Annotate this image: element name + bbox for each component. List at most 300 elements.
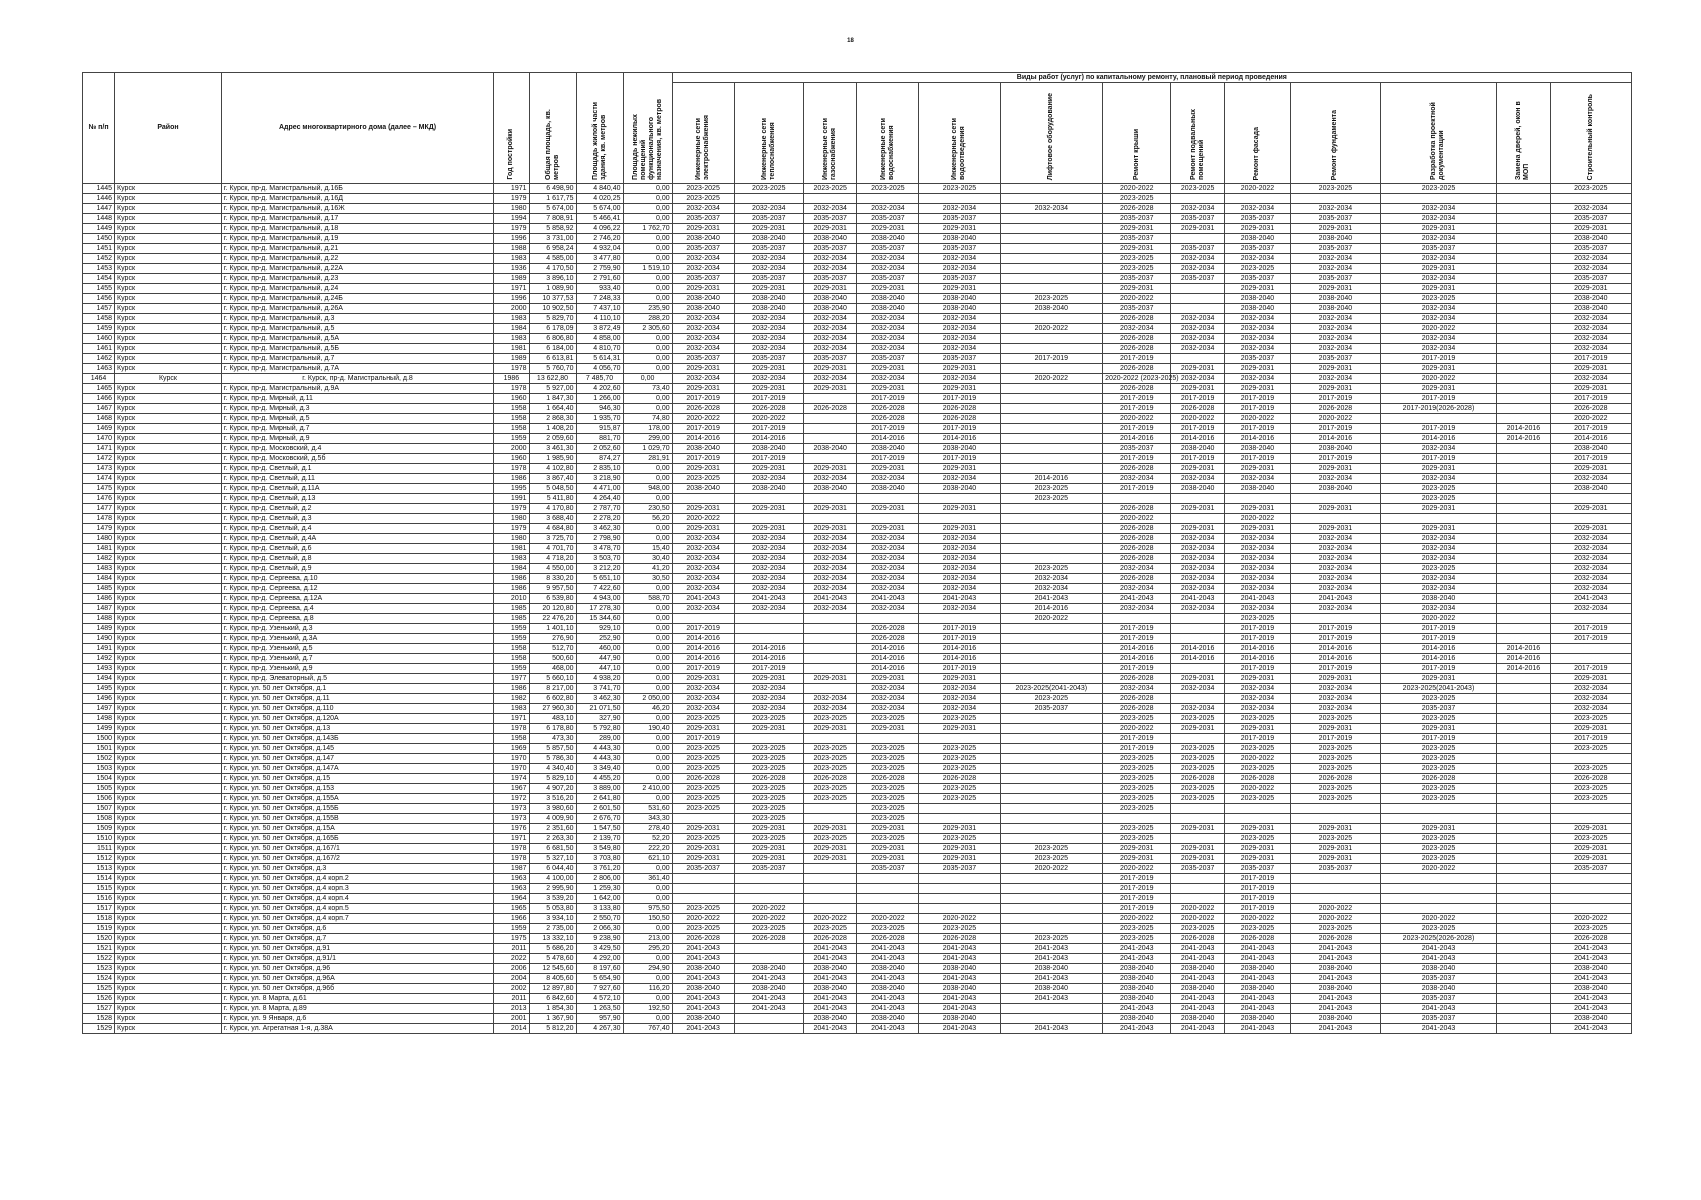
table-cell: 2023-2025 (919, 784, 1000, 794)
table-cell (1497, 804, 1550, 814)
table-cell: 2035-2037 (1103, 304, 1171, 314)
table-cell: 2029-2031 (1380, 264, 1496, 274)
table-row (83, 464, 1632, 474)
table-cell: 2020-2022 (1224, 784, 1290, 794)
table-cell: 2029-2031 (1224, 284, 1290, 294)
table-row (83, 234, 1632, 244)
table-cell (804, 814, 857, 824)
table-row (83, 314, 1632, 324)
table-cell: 2032-2034 (1380, 214, 1496, 224)
table-cell: 2032-2034 (1550, 344, 1631, 354)
table-cell: 2023-2025 (1380, 484, 1496, 494)
table-cell: г. Курск, ул. 50 лет Октября, д.91 (221, 944, 493, 954)
table-cell: 2041-2043 (857, 1004, 919, 1014)
table-cell: 2020-2022 (1103, 294, 1171, 304)
table-cell: 2020-2022 (1291, 914, 1381, 924)
table-cell: 2029-2031 (672, 364, 734, 374)
table-cell (734, 614, 803, 624)
table-cell: 2038-2040 (804, 484, 857, 494)
table-cell: 1460 (83, 334, 115, 344)
table-cell (1000, 784, 1103, 794)
table-cell: 2029-2031 (1224, 384, 1290, 394)
table-cell: 150,50 (623, 914, 672, 924)
table-cell: 2023-2025 (672, 904, 734, 914)
table-cell (1000, 184, 1103, 194)
table-cell: 2041-2043 (804, 974, 857, 984)
table-cell: 2011 (494, 944, 529, 954)
table-cell: 0,00 (623, 374, 672, 384)
table-cell: 2026-2028 (1103, 334, 1171, 344)
table-cell (1000, 774, 1103, 784)
table-cell: 2020-2022 (1000, 864, 1103, 874)
table-cell: Курск (115, 184, 222, 194)
table-cell: 2029-2031 (672, 504, 734, 514)
table-cell: 975,50 (623, 904, 672, 914)
col-header: Инженерные сети электроснабжения (672, 83, 734, 184)
table-cell: 2029-2031 (857, 224, 919, 234)
table-cell: 2035-2037 (857, 354, 919, 364)
table-cell: 1 762,70 (623, 224, 672, 234)
table-cell: 2038-2040 (1291, 304, 1381, 314)
table-cell: 2023-2025 (1103, 714, 1171, 724)
table-cell: 5 654,90 (576, 974, 623, 984)
table-row (83, 704, 1632, 714)
table-cell: 1958 (494, 404, 529, 414)
table-cell: 2038-2040 (1291, 294, 1381, 304)
table-cell: Курск (115, 334, 222, 344)
table-cell: 0,00 (623, 884, 672, 894)
table-cell (1497, 514, 1550, 524)
table-row (83, 944, 1632, 954)
table-cell: 2035-2037 (1550, 214, 1631, 224)
table-cell: Курск (115, 364, 222, 374)
table-cell: г. Курск, пр-д. Сергеева, д.10 (221, 574, 493, 584)
table-cell: 2029-2031 (734, 284, 803, 294)
table-cell: 2029-2031 (919, 674, 1000, 684)
table-cell: 2023-2025 (672, 764, 734, 774)
table-cell (919, 734, 1000, 744)
table-cell: 0,00 (623, 194, 672, 204)
table-cell: 5 674,00 (576, 204, 623, 214)
table-cell (1000, 314, 1103, 324)
table-cell: 2029-2031 (1171, 724, 1224, 734)
table-cell: 2023-2025 (672, 924, 734, 934)
table-cell: 2 835,10 (576, 464, 623, 474)
table-cell: 1978 (494, 364, 529, 374)
table-cell: 2020-2022 (1224, 184, 1290, 194)
table-cell: 2032-2034 (672, 264, 734, 274)
table-cell: 1971 (494, 184, 529, 194)
table-cell: 1 263,50 (576, 1004, 623, 1014)
table-cell: 2032-2034 (919, 254, 1000, 264)
table-cell: Курск (115, 754, 222, 764)
table-cell: 10 377,53 (529, 294, 576, 304)
table-cell: 2032-2034 (1291, 694, 1381, 704)
table-cell: г. Курск, ул. 50 лет Октября, д.4 корп.7 (221, 914, 493, 924)
table-cell (1497, 524, 1550, 534)
table-cell: 190,40 (623, 724, 672, 734)
table-cell: 2001 (494, 1014, 529, 1024)
table-cell: г. Курск, пр-д. Магистральный, д.21 (221, 244, 493, 254)
table-cell: 2014-2016 (734, 434, 803, 444)
table-cell (1497, 244, 1550, 254)
table-cell (1497, 184, 1550, 194)
table-cell: Курск (115, 974, 222, 984)
table-cell: 2041-2043 (1171, 994, 1224, 1004)
table-cell: 3 980,60 (529, 804, 576, 814)
table-cell (734, 194, 803, 204)
table-cell (1000, 914, 1103, 924)
table-cell: 6 613,81 (529, 354, 576, 364)
table-cell: 2026-2028 (1171, 404, 1224, 414)
table-cell: 2022 (494, 954, 529, 964)
table-cell: 2017-2019 (1171, 454, 1224, 464)
table-cell: 2032-2034 (804, 564, 857, 574)
table-cell (734, 1024, 803, 1034)
table-cell: 2 746,20 (576, 234, 623, 244)
table-cell: 1974 (494, 774, 529, 784)
table-cell: г. Курск, пр-д. Узенький, д.3А (221, 634, 493, 644)
table-cell: 2032-2034 (1224, 474, 1290, 484)
table-cell: 2000 (494, 444, 529, 454)
table-cell (1291, 614, 1381, 624)
table-cell: 2029-2031 (1171, 674, 1224, 684)
table-cell: Курск (115, 394, 222, 404)
table-cell (1000, 544, 1103, 554)
table-cell (1000, 514, 1103, 524)
table-cell (1000, 924, 1103, 934)
table-cell: 2038-2040 (857, 304, 919, 314)
table-cell: 222,20 (623, 844, 672, 854)
table-cell: г. Курск, ул. 50 лет Октября, д.110 (221, 704, 493, 714)
table-cell: 1958 (494, 424, 529, 434)
table-cell: 1989 (494, 274, 529, 284)
table-cell: Курск (115, 344, 222, 354)
table-cell (672, 874, 734, 884)
table-cell: 0,00 (623, 344, 672, 354)
table-cell: 588,70 (623, 594, 672, 604)
table-row (83, 264, 1632, 274)
table-cell: 4 455,20 (576, 774, 623, 784)
table-cell: 2041-2043 (1291, 1004, 1381, 1014)
table-cell: 1478 (83, 514, 115, 524)
table-cell: 3 429,50 (576, 944, 623, 954)
col-header: Год постройки (494, 73, 529, 184)
table-cell: 2038-2040 (857, 444, 919, 454)
table-cell: 2029-2031 (734, 464, 803, 474)
table-cell (1103, 614, 1171, 624)
table-cell (1171, 884, 1224, 894)
table-row (83, 634, 1632, 644)
table-cell (734, 884, 803, 894)
table-cell: 2035-2037 (1291, 274, 1381, 284)
table-cell: 2029-2031 (672, 524, 734, 534)
table-cell: 2023-2025 (672, 754, 734, 764)
table-cell: г. Курск, ул. Агрегатная 1-я, д.38А (221, 1024, 493, 1034)
table-cell: 2032-2034 (672, 314, 734, 324)
table-row (83, 694, 1632, 704)
table-cell: 2035-2037 (1380, 994, 1496, 1004)
table-row (83, 294, 1632, 304)
table-cell: 2032-2034 (857, 204, 919, 214)
table-cell: 2029-2031 (919, 824, 1000, 834)
table-cell (1380, 894, 1496, 904)
table-cell: 327,90 (576, 714, 623, 724)
table-cell: Курск (115, 654, 222, 664)
table-cell: 2038-2040 (672, 964, 734, 974)
table-cell: 2017-2019 (919, 424, 1000, 434)
table-cell: 2032-2034 (1380, 274, 1496, 284)
table-cell: 1492 (83, 654, 115, 664)
table-cell: 2041-2043 (1550, 1024, 1631, 1034)
table-cell (804, 394, 857, 404)
table-cell: 7 437,10 (576, 304, 623, 314)
table-cell: 2029-2031 (1224, 464, 1290, 474)
table-cell: Курск (115, 524, 222, 534)
table-cell: 2035-2037 (857, 864, 919, 874)
table-cell: 2032-2034 (672, 334, 734, 344)
table-cell: 2029-2031 (672, 724, 734, 734)
table-cell: 2017-2019 (734, 454, 803, 464)
table-cell: 2032-2034 (919, 584, 1000, 594)
table-cell: 2026-2028 (1224, 774, 1290, 784)
table-cell: 2020-2022 (734, 914, 803, 924)
table-cell: 2041-2043 (804, 1004, 857, 1014)
table-cell: 7 485,70 (576, 374, 623, 384)
table-cell: 2032-2034 (1380, 344, 1496, 354)
table-cell: 2014-2016 (1103, 644, 1171, 654)
table-cell: 22 476,20 (529, 614, 576, 624)
table-cell (1000, 454, 1103, 464)
table-cell (804, 434, 857, 444)
table-cell: 2017-2019 (1224, 894, 1290, 904)
table-cell: 1514 (83, 874, 115, 884)
table-cell: 2029-2031 (804, 284, 857, 294)
table-cell: 2023-2025 (1224, 924, 1290, 934)
table-cell: 2017-2019 (919, 394, 1000, 404)
table-cell: 2023-2025 (672, 744, 734, 754)
table-cell: 2023-2025 (1291, 794, 1381, 804)
table-cell: 2026-2028 (1103, 534, 1171, 544)
table-cell: 5 466,41 (576, 214, 623, 224)
table-cell: 2029-2031 (1171, 464, 1224, 474)
table-cell: 2041-2043 (1103, 1004, 1171, 1014)
table-cell: 2023-2025 (1291, 184, 1381, 194)
table-cell: 2020-2022 (2023-2025) (1103, 374, 1171, 384)
table-cell: 2038-2040 (1291, 444, 1381, 454)
table-cell: 2020-2022 (672, 914, 734, 924)
table-cell: 1 266,00 (576, 394, 623, 404)
table-cell: Курск (115, 904, 222, 914)
table-cell: 1523 (83, 964, 115, 974)
table-cell: г. Курск, пр-д. Магистральный, д.5Б (221, 344, 493, 354)
table-cell: 2032-2034 (919, 694, 1000, 704)
table-cell: 56,20 (623, 514, 672, 524)
table-cell: 2032-2034 (1291, 474, 1381, 484)
table-row (83, 394, 1632, 404)
table-cell: 2026-2028 (857, 774, 919, 784)
table-cell: 2 052,60 (576, 444, 623, 454)
table-cell: 2029-2031 (857, 524, 919, 534)
table-cell: Курск (115, 724, 222, 734)
table-cell: 2029-2031 (919, 224, 1000, 234)
table-cell: 2032-2034 (857, 574, 919, 584)
table-cell: 2038-2040 (857, 964, 919, 974)
table-cell: 2032-2034 (919, 474, 1000, 484)
table-cell: 2032-2034 (804, 604, 857, 614)
table-cell: 7 422,60 (576, 584, 623, 594)
table-cell (1497, 384, 1550, 394)
table-cell: 2038-2040 (919, 294, 1000, 304)
table-cell: 6 806,80 (529, 334, 576, 344)
table-cell (734, 634, 803, 644)
table-cell: 0,00 (623, 714, 672, 724)
table-cell: 2026-2028 (1103, 524, 1171, 534)
table-cell: Курск (115, 664, 222, 674)
table-cell: 2035-2037 (857, 244, 919, 254)
table-cell: 2041-2043 (1171, 1024, 1224, 1034)
table-cell: г. Курск, ул. 50 лет Октября, д.6 (221, 924, 493, 934)
table-cell: 2017-2019 (1291, 394, 1381, 404)
table-cell: Курск (115, 544, 222, 554)
table-cell: 2032-2034 (1291, 584, 1381, 594)
table-cell: 2017-2019 (672, 424, 734, 434)
table-row (83, 904, 1632, 914)
table-cell: Курск (115, 354, 222, 364)
table-cell: 2041-2043 (804, 994, 857, 1004)
table-cell: 2029-2031 (804, 504, 857, 514)
table-cell: 2017-2019 (1380, 664, 1496, 674)
table-cell: 2041-2043 (804, 594, 857, 604)
table-cell: 2020-2022 (1380, 324, 1496, 334)
table-cell: 2023-2025 (1550, 764, 1631, 774)
table-cell: Курск (115, 674, 222, 684)
table-cell: 2020-2022 (672, 514, 734, 524)
table-cell: 2023-2025 (1291, 714, 1381, 724)
table-cell (804, 624, 857, 634)
table-cell: 2026-2028 (1103, 384, 1171, 394)
table-cell: Курск (115, 424, 222, 434)
table-cell: 2029-2031 (1171, 844, 1224, 854)
table-cell: 2041-2043 (1224, 954, 1290, 964)
table-cell: 1467 (83, 404, 115, 414)
table-cell: 30,50 (623, 574, 672, 584)
table-cell: 1986 (494, 584, 529, 594)
table-cell: 8 217,00 (529, 684, 576, 694)
table-cell: г. Курск, ул. 50 лет Октября, д.3 (221, 864, 493, 874)
table-cell: 2 676,70 (576, 814, 623, 824)
table-cell: 2014-2016 (734, 654, 803, 664)
table-cell (1171, 624, 1224, 634)
table-cell: 2038-2040 (919, 984, 1000, 994)
table-cell: 1454 (83, 274, 115, 284)
table-cell: 13 332,10 (529, 934, 576, 944)
table-cell: 2032-2034 (919, 324, 1000, 334)
table-cell: 2032-2034 (857, 254, 919, 264)
table-cell: 6 842,60 (529, 994, 576, 1004)
table-cell: 2014-2016 (1103, 654, 1171, 664)
table-cell: 2032-2034 (1291, 334, 1381, 344)
table-cell: Курск (115, 414, 222, 424)
table-cell: 2 263,30 (529, 834, 576, 844)
table-cell: Курск (115, 504, 222, 514)
table-cell: 2032-2034 (804, 324, 857, 334)
table-cell (804, 684, 857, 694)
table-cell: 2014-2016 (1497, 644, 1550, 654)
table-cell (1497, 714, 1550, 724)
table-cell: 2014-2016 (1380, 644, 1496, 654)
table-cell: 2014-2016 (1000, 474, 1103, 484)
table-cell: 2035-2037 (1103, 214, 1171, 224)
table-cell (804, 514, 857, 524)
table-cell: 2032-2034 (1171, 254, 1224, 264)
table-cell: 2026-2028 (857, 404, 919, 414)
table-cell: 2029-2031 (804, 384, 857, 394)
table-cell: 1 664,40 (529, 404, 576, 414)
table-cell: 2041-2043 (1103, 594, 1171, 604)
table-cell: 1458 (83, 314, 115, 324)
table-cell: 2032-2034 (1291, 534, 1381, 544)
table-cell: Курск (115, 304, 222, 314)
table-cell (1497, 944, 1550, 954)
table-cell: 2032-2034 (1550, 604, 1631, 614)
table-cell: 2038-2040 (734, 294, 803, 304)
table-cell: 2038-2040 (734, 964, 803, 974)
table-cell: 2023-2025 (857, 794, 919, 804)
table-cell: 343,30 (623, 814, 672, 824)
table-row (83, 774, 1632, 784)
table-cell: Курск (115, 284, 222, 294)
table-cell: 2023-2025 (919, 754, 1000, 764)
table-cell: 2014-2016 (1000, 604, 1103, 614)
table-cell: 1517 (83, 904, 115, 914)
table-cell: 2014-2016 (1291, 644, 1381, 654)
table-cell: 2014-2016 (1171, 434, 1224, 444)
table-cell: 2023-2025 (1291, 834, 1381, 844)
table-cell: Курск (115, 844, 222, 854)
table-cell: 2029-2031 (1380, 524, 1496, 534)
table-cell (1497, 274, 1550, 284)
table-cell: 1504 (83, 774, 115, 784)
table-cell: 2026-2028 (857, 414, 919, 424)
table-cell: 1501 (83, 744, 115, 754)
table-cell: 2026-2028 (734, 934, 803, 944)
table-cell: 2023-2025 (1000, 564, 1103, 574)
table-cell: 2017-2019 (1291, 424, 1381, 434)
table-cell: 2023-2025 (1380, 744, 1496, 754)
table-cell: 2032-2034 (1224, 604, 1290, 614)
table-cell: 2017-2019 (1291, 734, 1381, 744)
table-cell: 2026-2028 (1103, 574, 1171, 584)
table-cell: 3 461,30 (529, 444, 576, 454)
table-cell: 2032-2034 (1550, 254, 1631, 264)
table-cell: 2032-2034 (804, 254, 857, 264)
table-cell: 2032-2034 (1171, 474, 1224, 484)
table-cell: 2041-2043 (1550, 1004, 1631, 1014)
table-cell: 2023-2025 (1550, 744, 1631, 754)
table-cell: 4 100,00 (529, 874, 576, 884)
table-cell: 2029-2031 (1550, 674, 1631, 684)
table-cell (734, 894, 803, 904)
table-cell: 2023-2025 (1291, 754, 1381, 764)
table-cell: 2017-2019 (1380, 634, 1496, 644)
table-cell: 2023-2025 (1000, 854, 1103, 864)
table-cell: 2017-2019 (1550, 634, 1631, 644)
table-cell: 2041-2043 (734, 974, 803, 984)
table-cell: 2029-2031 (1224, 524, 1290, 534)
table-cell (1497, 894, 1550, 904)
table-cell: 1980 (494, 534, 529, 544)
